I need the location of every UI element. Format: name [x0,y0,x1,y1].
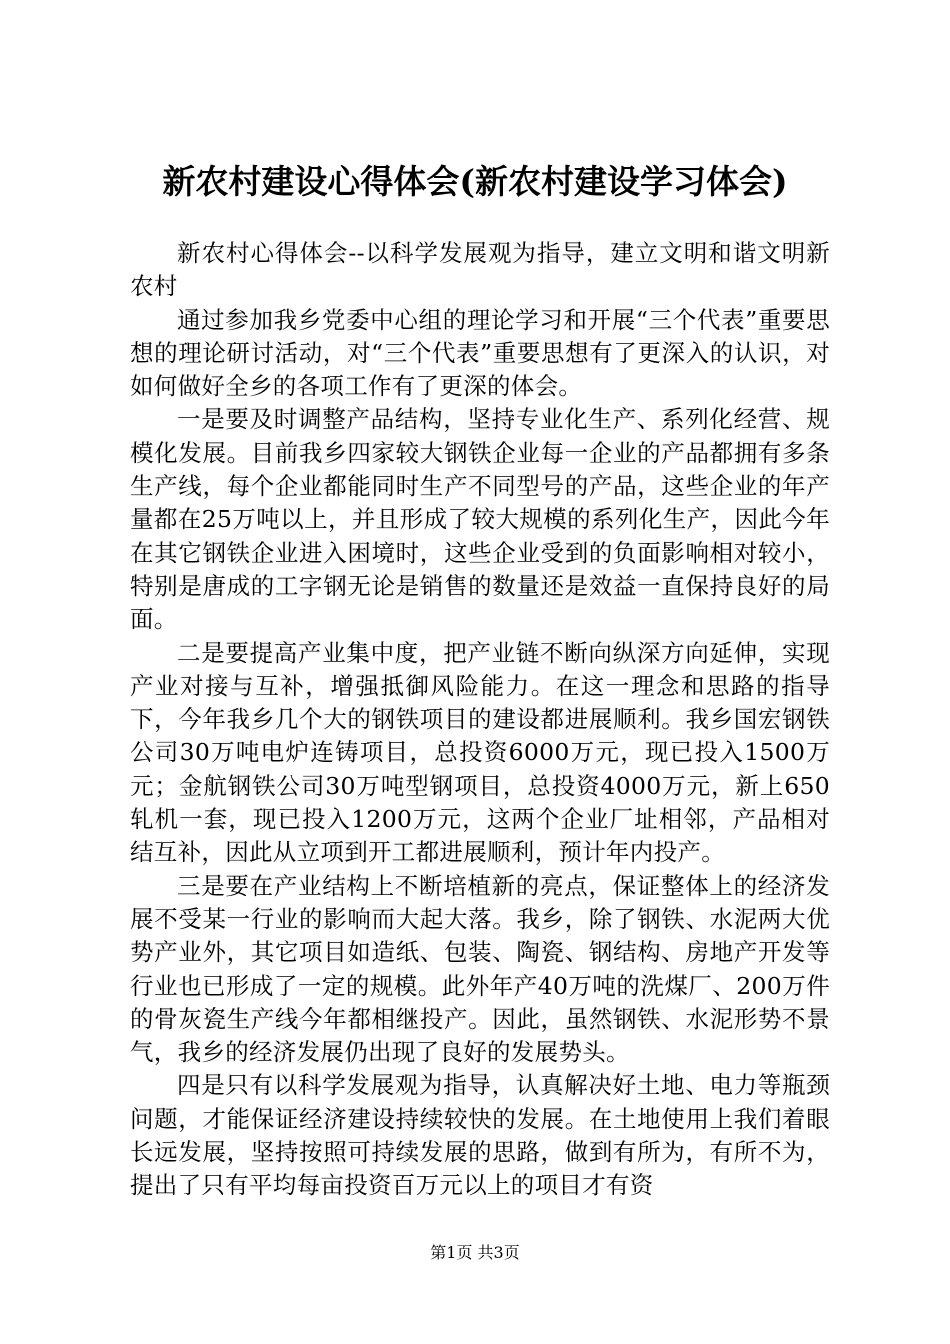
paragraph-point-three: 三是要在产业结构上不断培植新的亮点，保证整体上的经济发展不受某一行业的影响而大起大落。我乡，除了钢铁、水泥两大优势产业外，其它项目如造纸、包装、陶瓷、钢结构、房地产开发等行业也已形成了一定的规模。此外年产40万吨的洗煤厂、200万件的骨灰瓷生产线今年都相继投产。因此，虽然钢铁、水泥形势不景气，我乡的经济发展仍出现了良好的发展势头。 [130,871,830,1067]
document-body [130,237,830,1203]
paragraph-point-two: 二是要提高产业集中度，把产业链不断向纵深方向延伸，实现产业对接与互补，增强抵御风险能力。在这一理念和思路的指导下，今年我乡几个大的钢铁项目的建设都进展顺利。我乡国宏钢铁公司30万吨电炉连铸项目，总投资6000万元，现已投入1500万元；金航钢铁公司30万吨型钢项目，总投资4000万元，新上650轧机一套，现已投入1200万元，这两个企业厂址相邻，产品相对结互补，因此从立项到开工都进展顺利，预计年内投产。 [130,638,830,867]
paragraph-subtitle: 新农村心得体会--以科学发展观为指导，建立文明和谐文明新农村 [130,239,830,301]
page-number-footer: 第1页 共3页 [430,1243,520,1262]
paragraph-point-four: 四是只有以科学发展观为指导，认真解决好土地、电力等瓶颈问题，才能保证经济建设持续较快的发展。在土地使用上我们着眼长远发展，坚持按照可持续发展的思路，做到有所为，有所不为，提出了只有平均每亩投资百万元以上的项目才有资 [130,1071,830,1200]
paragraph-intro: 通过参加我乡党委中心组的理论学习和开展“三个代表”重要思想的理论研讨活动，对“三个代表”重要思想有了更深入的认识，对如何做好全乡的各项工作有了更深的体会。 [130,305,830,401]
document-title: 新农村建设心得体会(新农村建设学习体会) [162,162,788,201]
paragraph-point-one: 一是要及时调整产品结构，坚持专业化生产、系列化经营、规模化发展。目前我乡四家较大钢铁企业每一企业的产品都拥有多条生产线，每个企业都能同时生产不同型号的产品，这些企业的年产量都在25万吨以上，并且形成了较大规模的系列化生产，因此今年在其它钢铁企业进入困境时，这些企业受到的负面影响相对较小，特别是唐成的工字钢无论是销售的数量还是效益一直保持良好的局面。 [130,405,830,634]
